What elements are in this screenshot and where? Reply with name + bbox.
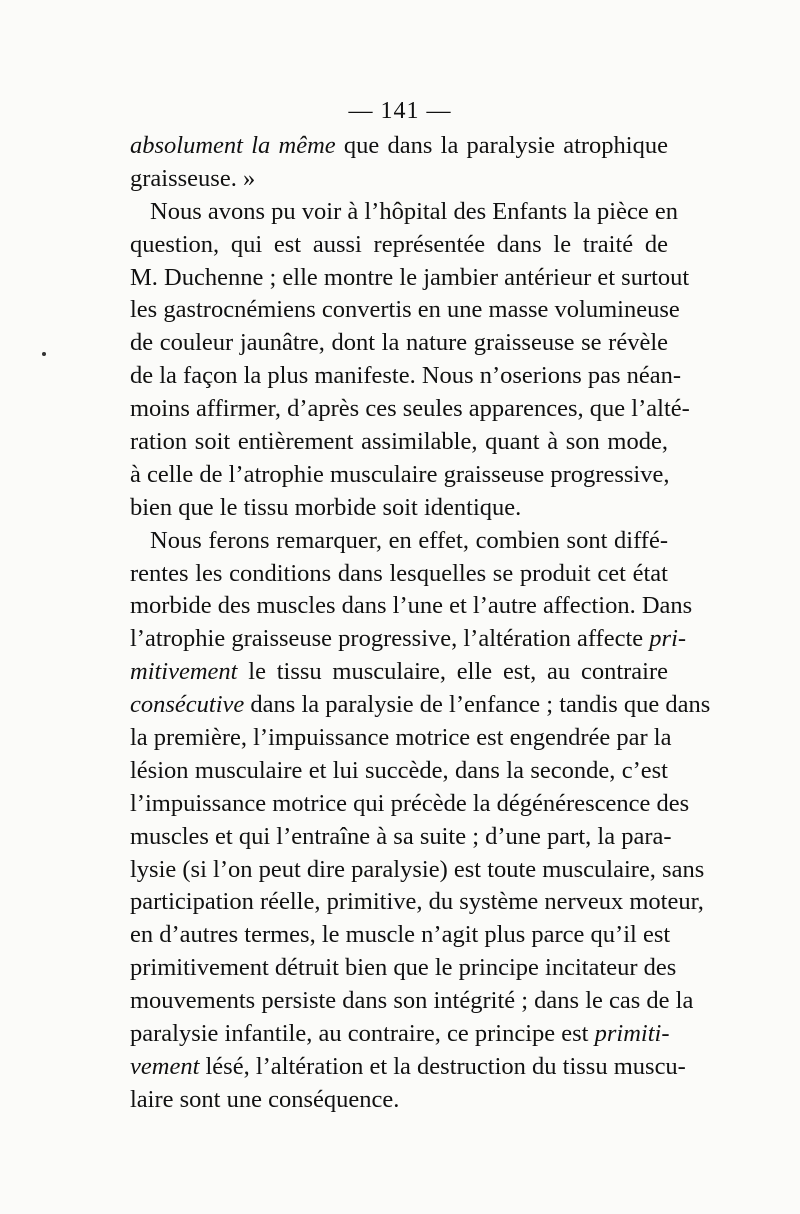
text-line: [130, 525, 668, 558]
text-line: [130, 919, 671, 952]
text-line: [130, 130, 668, 163]
page-number: — 141 —: [348, 98, 452, 124]
text-line: [130, 262, 690, 295]
text-segment: morbide des muscles dans l’une et l’autre affection. Dans: [130, 592, 693, 620]
text-segment: ration soit entièrement assimilable, quant à son mode,: [130, 428, 668, 456]
text-segment: laire sont une conséquence.: [130, 1085, 400, 1113]
text-segment: le tissu musculaire, elle est, au contraire: [237, 658, 668, 686]
text-line: [130, 821, 672, 854]
text-line: [130, 360, 682, 393]
text-line: [130, 1018, 668, 1051]
text-segment: l’impuissance motrice qui précède la dégénérescence des: [130, 789, 690, 817]
text-line: [130, 327, 668, 360]
text-segment: dans la paralysie de l’enfance ; tandis que dans: [244, 691, 711, 719]
text-line: [130, 985, 694, 1018]
text-segment: Nous avons pu voir à l’hôpital des Enfants la pièce en: [150, 197, 678, 225]
text-line: [130, 689, 711, 722]
italic-segment: primiti-: [594, 1020, 670, 1048]
text-segment: question, qui est aussi représentée dans le traité de: [130, 230, 668, 258]
text-segment: paralysie infantile, au contraire, ce principe est: [130, 1020, 595, 1048]
text-segment: mouvements persiste dans son intégrité ; dans le cas de la: [130, 987, 694, 1015]
text-line: [130, 623, 687, 656]
text-segment: rentes les conditions dans lesquelles se produit cet état: [130, 559, 668, 587]
text-line: [130, 1084, 668, 1117]
text-line: [130, 393, 690, 426]
text-line: [130, 952, 677, 985]
text-line: [130, 1051, 686, 1084]
italic-segment: mitivement: [130, 658, 238, 686]
text-segment: primitivement détruit bien que le principe incitateur des: [130, 954, 677, 982]
text-line: [130, 492, 668, 525]
text-segment: Nous ferons remarquer, en effet, combien sont diffé-: [150, 526, 668, 554]
text-segment: les gastrocnémiens convertis en une masse volumineuse: [130, 296, 680, 324]
italic-segment: pri-: [649, 625, 687, 653]
italic-segment: consécutive: [130, 691, 245, 719]
text-segment: muscles et qui l’entraîne à sa suite ; d’une part, la para-: [130, 822, 672, 850]
text-segment: lysie (si l’on peut dire paralysie) est toute musculaire, sans: [130, 855, 705, 883]
text-line: [130, 656, 668, 689]
text-line: [130, 229, 668, 262]
text-segment: en d’autres termes, le muscle n’agit plus parce qu’il est: [130, 921, 671, 949]
text-segment: à celle de l’atrophie musculaire graisseuse progressive,: [130, 460, 670, 488]
text-segment: la première, l’impuissance motrice est engendrée par la: [130, 724, 672, 752]
text-line: [130, 590, 693, 623]
text-segment: moins affirmer, d’après ces seules apparences, que l’alté-: [130, 395, 690, 423]
text-line: [130, 755, 668, 788]
text-segment: de couleur jaunâtre, dont la nature graisseuse se révèle: [130, 329, 668, 357]
text-line: [130, 426, 668, 459]
text-segment: que dans la paralysie atrophique: [335, 132, 668, 159]
text-line: [130, 558, 668, 591]
body-text: [130, 130, 711, 1117]
text-line: [130, 854, 705, 887]
text-segment: lésion musculaire et lui succède, dans la seconde, c’est: [130, 756, 668, 784]
text-segment: graisseuse. »: [130, 164, 256, 192]
text-line: [130, 788, 690, 821]
text-segment: de la façon la plus manifeste. Nous n’oserions pas néan-: [130, 362, 682, 390]
text-segment: M. Duchenne ; elle montre le jambier antérieur et surtout: [130, 263, 690, 291]
italic-segment: absolument la même: [130, 132, 336, 159]
text-line: [130, 886, 704, 919]
text-line: [130, 294, 680, 327]
text-line: [130, 196, 678, 229]
text-line: [130, 163, 668, 196]
italic-segment: vement: [130, 1052, 200, 1080]
text-segment: participation réelle, primitive, du système nerveux moteur,: [130, 888, 704, 916]
scan-speck: [42, 352, 46, 356]
text-segment: l’atrophie graisseuse progressive, l’altération affecte: [130, 625, 650, 653]
text-segment: bien que le tissu morbide soit identique.: [130, 493, 522, 521]
text-line: [130, 722, 672, 755]
text-segment: lésé, l’altération et la destruction du tissu muscu-: [199, 1052, 686, 1080]
text-line: [130, 459, 668, 492]
